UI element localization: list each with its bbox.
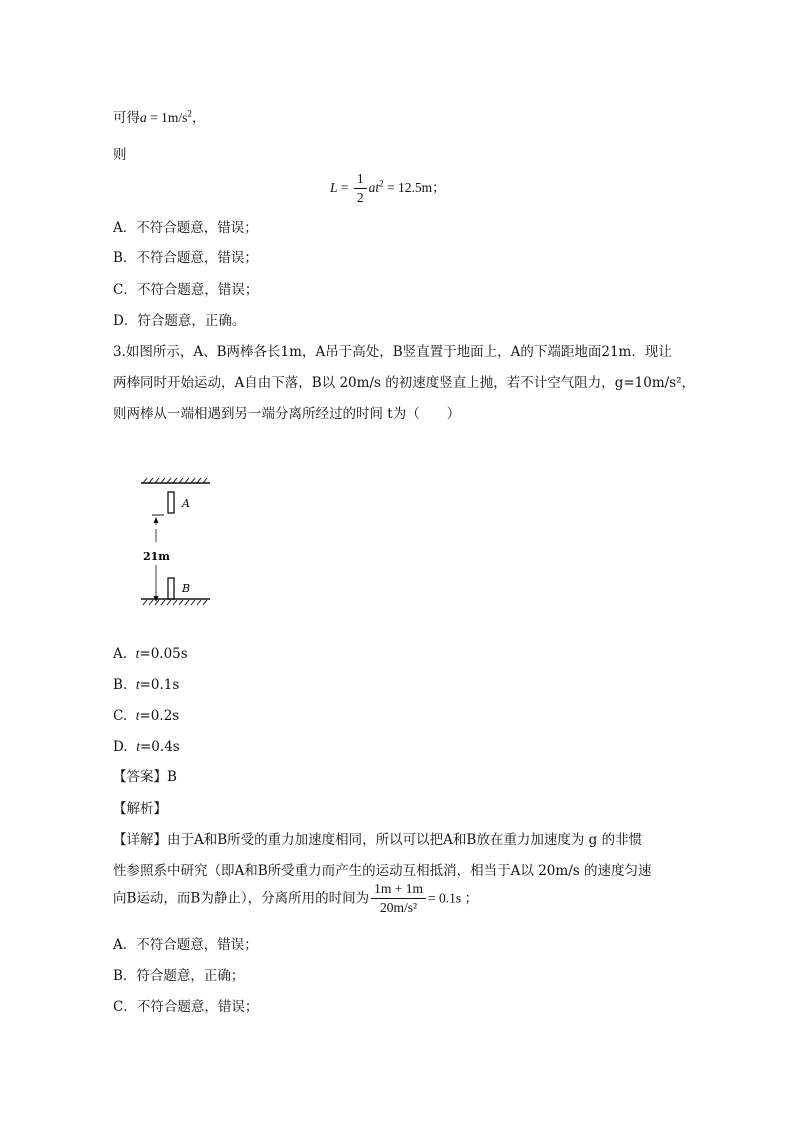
then-line: 则 [113,147,127,163]
question-3-line-1: 3.如图所示，A、B两棒各长1m，A吊于高处，B竖直置于地面上，A的下端距地面21m．现让 [113,344,672,360]
question-3-line-3: 则两棒从一端相遇到另一端分离所经过的时间 t为（ ） [113,406,461,422]
choice-d[interactable]: D. t=0.4s [113,739,180,755]
detail-line-3: 向B运动，而B为静止），分离所用的时间为 $\frac{1m + 1m}{\text{20m/s²}}$ = 0.1s ； [113,881,478,915]
distance-label: 21m [143,550,170,563]
after-option-a: A．不符合题意，错误； [113,937,258,953]
prev-option-b: B．不符合题意，错误； [113,250,258,266]
after-option-c: C．不符合题意，错误； [113,999,259,1015]
ground [141,599,210,605]
var-a: a [140,110,147,125]
choice-a[interactable]: A. t=0.05s [113,646,188,662]
detail-line-1: 【详解】由于A和B所受的重力加速度相同，所以可以把A和B放在重力加速度为 g 的非惯 [113,832,643,848]
label-a: A [182,497,190,510]
answer-line: 【答案】B [113,769,177,785]
analysis-title: 【解析】 [113,801,167,817]
prev-option-a: A．不符合题意，错误； [113,220,258,236]
after-option-b: B．符合题意，正确； [113,968,245,984]
prev-option-d: D．符合题意，正确。 [113,313,246,329]
choice-b[interactable]: B. t=0.1s [113,677,180,693]
choice-c[interactable]: C. t=0.2s [113,708,180,724]
time-fraction: $\frac{1m + 1m}{\text{20m/s²}}$ [371,880,426,917]
rods-figure [138,475,218,610]
question-3-line-2: 两棒同时开始运动，A自由下落，B以 20m/s 的初速度竖直上抛，若不计空气阻力，g=10m/s²， [113,375,696,391]
equation-length: L = $\frac{1}{2}$ $at^2 = 12.5m$； [330,171,446,205]
result-line-acceleration: 可得$a = 1m/s^2$， [113,108,206,126]
rod-a [168,492,174,513]
rod-b [168,578,174,599]
ceiling-support [141,478,210,483]
detail-line-2: 性参照系中研究（即A和B所受重力而产生的运动互相抵消，相当于A以 20m/s 的速度匀速 [113,863,652,879]
prev-option-c: C．不符合题意，错误； [113,282,259,298]
fraction-half: $\frac{1}{2}$ [354,170,367,207]
label-b: B [182,582,191,595]
